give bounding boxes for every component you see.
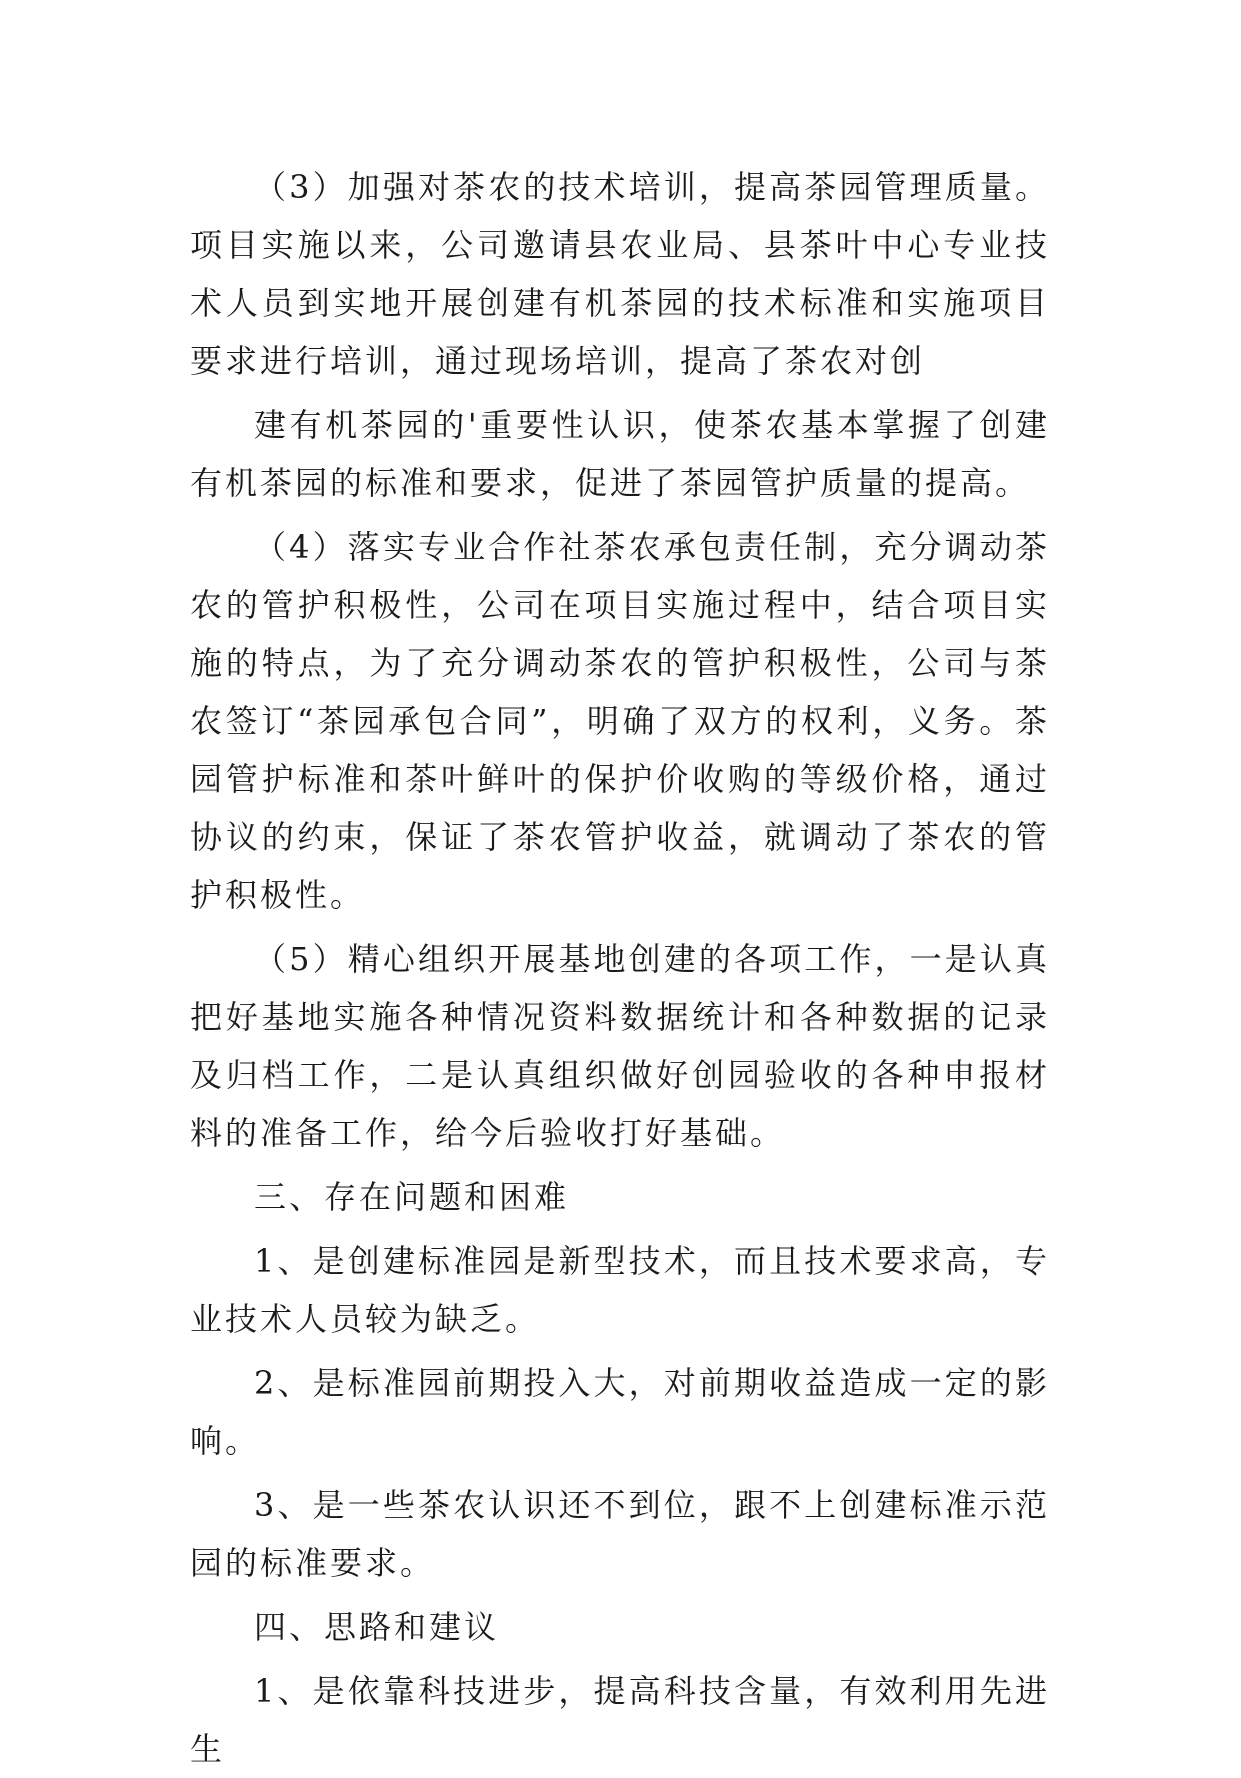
paragraph-item-3-continued: 建有机茶园的'重要性认识，使茶农基本掌握了创建有机茶园的标准和要求，促进了茶园管护质量的提高。 <box>190 406 1050 502</box>
problem-item-1: 1、是创建标准园是新型技术，而且技术要求高，专业技术人员较为缺乏。 <box>190 1242 1050 1338</box>
document-body <box>190 158 1050 1778</box>
paragraph-item-3: （3）加强对茶农的技术培训，提高茶园管理质量。项目实施以来，公司邀请县农业局、县茶叶中心专业技术人员到实地开展创建有机茶园的技术标准和实施项目要求进行培训，通过现场培训，提高了茶农对创 <box>190 168 1050 380</box>
suggestion-item-1: 1、是依靠科技进步，提高科技含量，有效利用先进生 <box>190 1672 1050 1768</box>
problem-item-3: 3、是一些茶农认识还不到位，跟不上创建标准示范园的标准要求。 <box>190 1486 1050 1582</box>
section-heading-problems: 三、存在问题和困难 <box>254 1178 570 1216</box>
paragraph-item-5: （5）精心组织开展基地创建的各项工作，一是认真把好基地实施各种情况资料数据统计和各种数据的记录及归档工作，二是认真组织做好创园验收的各种申报材料的准备工作，给今后验收打好基础。 <box>190 940 1050 1152</box>
problem-item-2: 2、是标准园前期投入大，对前期收益造成一定的影响。 <box>190 1364 1050 1460</box>
paragraph-item-4: （4）落实专业合作社茶农承包责任制，充分调动茶农的管护积极性，公司在项目实施过程中，结合项目实施的特点，为了充分调动茶农的管护积极性，公司与茶农签订“茶园承包合同”，明确了双方的权利，义务。茶园管护标准和茶叶鲜叶的保护价收购的等级价格，通过协议的约束，保证了茶农管护收益，就调动了茶农的管护积极性。 <box>190 528 1050 914</box>
section-heading-suggestions: 四、思路和建议 <box>254 1608 500 1646</box>
